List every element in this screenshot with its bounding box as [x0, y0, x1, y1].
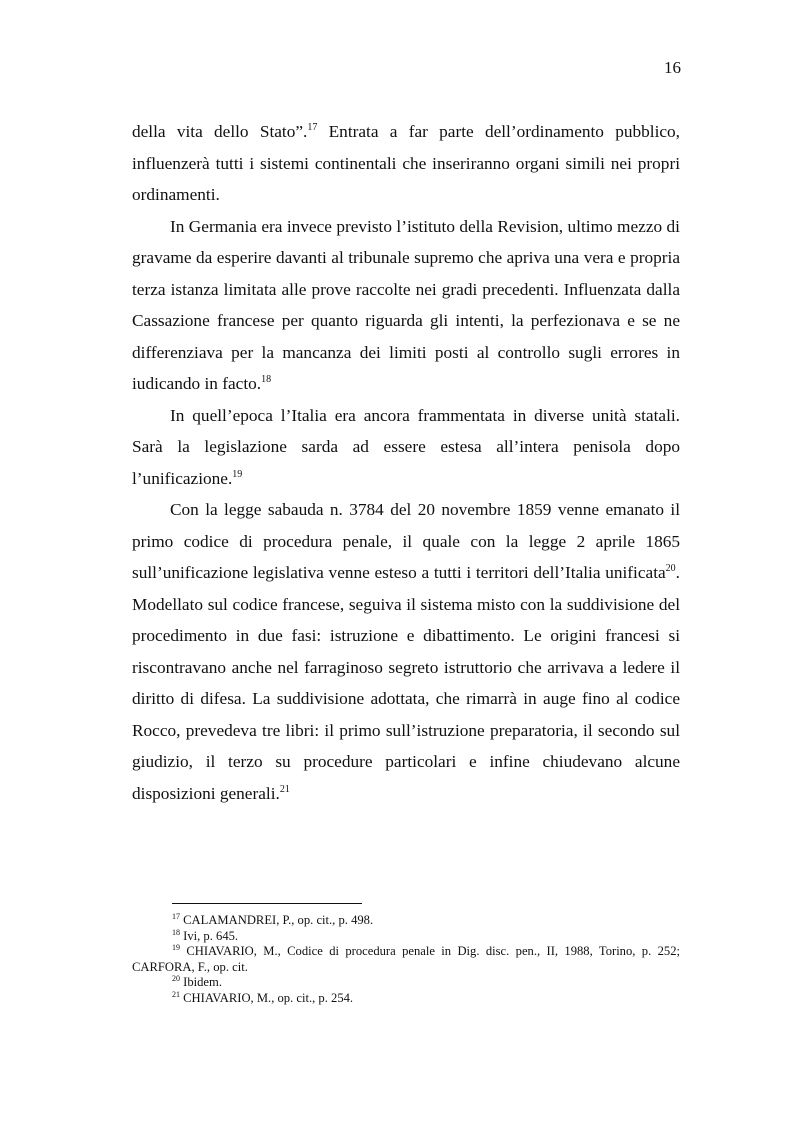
text-segment: della vita dello Stato”.: [132, 122, 308, 141]
footnotes: [132, 913, 680, 1007]
footnote-number: 21: [172, 989, 180, 999]
footnote-number: 17: [172, 912, 180, 921]
text-segment: In quell’epoca l’Italia era ancora frammentata in diverse unità statali. Sarà la legislazione sarda ad essere estesa all’intera penisola dopo l’unificazione.: [132, 405, 680, 488]
paragraph: [132, 211, 680, 400]
footnote-number: 18: [172, 927, 180, 937]
footnote-text: CALAMANDREI, P., op. cit., p. 498.: [180, 913, 374, 927]
footnote-ref[interactable]: 21: [279, 783, 290, 795]
footnote-text: CHIAVARIO, M., Codice di procedura penale in Dig. disc. pen., II, 1988, Torino, p. 252; CARFORA, F., op. cit.: [132, 944, 680, 974]
footnote: [132, 929, 680, 945]
text-segment: Con la legge sabauda n. 3784 del 20 novembre 1859 venne emanato il primo codice di procedura penale, il quale con la legge 2 aprile 1865 sull’unificazione legislativa venne esteso a tutti i territori dell’Italia unificata: [132, 500, 680, 582]
paragraph: [132, 400, 680, 495]
text-segment: . Modellato sul codice francese, seguiva il sistema misto con la suddivisione del procedimento in due fasi: istruzione e dibattimento. Le origini francesi si riscontravano anche nel farraginoso segreto istruttorio che arrivava a ledere il diritto di difesa. La suddivisione adottata, che rimarrà in auge fino al codice Rocco, prevedeva tre libri: il primo sull’istruzione preparatoria, il secondo sul giudizio, il terzo su procedure particolari e infine chiudevano alcune disposizioni generali.: [132, 563, 680, 803]
text-segment: In Germania era invece previsto l’istituto della Revision, ultimo mezzo di gravame da esperire davanti al tribunale supremo che apriva una vera e propria terza istanza limitata alle prove raccolte nei gradi precedenti. Influenzata dalla Cassazione francese per quanto riguarda gli intenti, la perfezionava e se ne differenziava per la mancanza dei limiti posti al controllo sugli errores in iudicando in facto.: [132, 216, 680, 393]
footnote: [132, 913, 680, 929]
footnote-ref[interactable]: 20: [665, 563, 676, 574]
footnote-number: 20: [172, 974, 180, 984]
footnote-number: 19: [172, 943, 180, 953]
footnote-ref[interactable]: 19: [232, 468, 243, 480]
page-number: 16: [664, 58, 681, 77]
main-text: [132, 116, 680, 809]
paragraph: [132, 116, 680, 211]
footnote-text: Ibidem.: [180, 975, 222, 990]
footnote-ref[interactable]: 17: [307, 122, 318, 133]
footnote: [132, 991, 680, 1007]
text-segment: Entrata a far parte dell’ordinamento pubblico, influenzerà tutti i sistemi continentali che inseriranno organi simili nei propri ordinamenti.: [132, 122, 681, 204]
footnote-text: Ivi, p. 645.: [180, 928, 239, 943]
footnote-separator: [172, 903, 362, 904]
footnote: [132, 975, 680, 991]
footnote-text: CHIAVARIO, M., op. cit., p. 254.: [180, 990, 354, 1005]
footnote-ref[interactable]: 18: [261, 374, 272, 385]
paragraph: [132, 494, 680, 809]
footnote: [132, 944, 680, 975]
